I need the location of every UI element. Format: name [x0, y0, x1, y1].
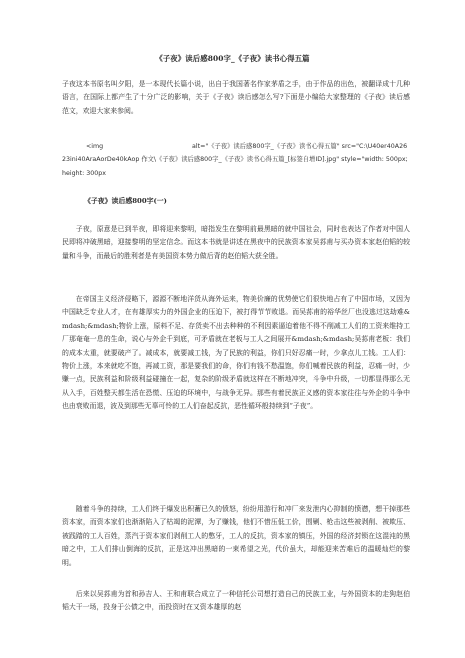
- section-subtitle: 《子夜》读后感800字(一): [84, 197, 167, 205]
- img-tag-open: <img: [86, 143, 104, 150]
- body-paragraph-1: 子夜，原意是已到半夜，即将迎来黎明，暗指发生在黎明前最黑暗的就中国社会，同时也表达了作者对中国人民即将冲破黑暗，迎接黎明的坚定信念。而这本书就是讲述在黑夜中的民族资本家吴荪甫与买办资本家赵伯韬的较量和斗争，而最后的胜利者是有美国资本势力做后背的赵伯韬大获全胜。: [62, 225, 410, 260]
- raw-image-tag-text: [62, 140, 410, 180]
- page-title: 《子夜》读后感800字_《子夜》读书心得五篇: [155, 54, 310, 63]
- body-paragraph-3: 随着斗争的持续，工人们终于爆发出积蓄已久的愤怒，纷纷用游行和冲厂来发泄内心抑制的愤懑，想干掉那些资本家，而资本家们也渐渐陷入了枯竭的泥潭，为了赚钱，他们不惜压低工价，围剿、枪击这些被剥削、被欺压、被践踏的工人百姓，蒸汽于资本家们剥削工人的憋牙，工人的反抗，资本家的镇压，外国的经济封锁在这混沌的黑暗之中，工人们排山倒海的反抗，正是这冲出黑暗的一束希望之光，代价虽大，却能迎来苦难后的温暖灿烂的黎明。: [62, 505, 410, 567]
- body-paragraph-2: 在帝国主义经济侵略下，源源不断地洋货从海外运来，物美价廉的优势使它们很快地占有了中国市场，又因为中国缺乏专业人才，在有雄厚实力的外国企业的压迫下，被打得节节败退。而吴荪甫的裕华丝厂也没逃过这劫难&mdash;&mdash;物价上涨，原料不足、存货卖不出去种种的不利因素逼迫着他不得不削减工人们的工资来维持工厂那奄奄一息的生命，说心与外企千到底，可矛盾就在老板与工人之间展开&mdash;&mdash;吴荪甫老板：我们的成本太重，就要破产了。减成本，就要减工钱，为了民族的利益，你们只好忍痛一时，少拿点儿工钱。工人们：物价上涨，本来就吃不饱，再减工资，那是要我们的命，你们有钱不愁温饱，你们喊着民族的利益，忍痛一时，少赚一点，民族利益和阶级利益碰撞在一起，复杂的阶级矛盾就这样在不断地冲突，斗争中升级，一切都显得那么无从入手，百姓整天都生活在恐慌、压迫的环境中，与战争无异。那些有着民族正义感的资本家往往与外企的斗争中也由衰败而退，波及到那些无辜可怜的工人们奋起反抗，恶性循环般持续到“子夜”。: [62, 295, 410, 411]
- body-paragraph-4: 后来以吴荪甫为首和孙吉人、王和甫联合成立了一种信托公司想打造自己的民族工业，与外国资本的走狗赵伯韬大干一场，投身于公债之中，而投资时在又资本雄厚的赵: [62, 590, 410, 612]
- img-tag-attributes: alt="《子夜》读后感800字_《子夜》读书心得五篇" src="C:\U40er40A2623ini40AraAorDe40kAop 作文\《子夜》读后感800字_《子夜》读书心得五篇_[标签自增ID].jpg" style="width: 500px; height: 300px: [62, 143, 408, 177]
- intro-paragraph: 子夜这本书原名叫夕阳，是一本现代长篇小说，出自于我国著名作家茅盾之手，由于作品的出色，被翻译成十几种语言，在国际上都产生了十分广泛的影响，关于《子夜》读后感怎么写?下面是小编给大家整理的《子夜》读后感范文，欢迎大家来参阅。: [62, 80, 410, 115]
